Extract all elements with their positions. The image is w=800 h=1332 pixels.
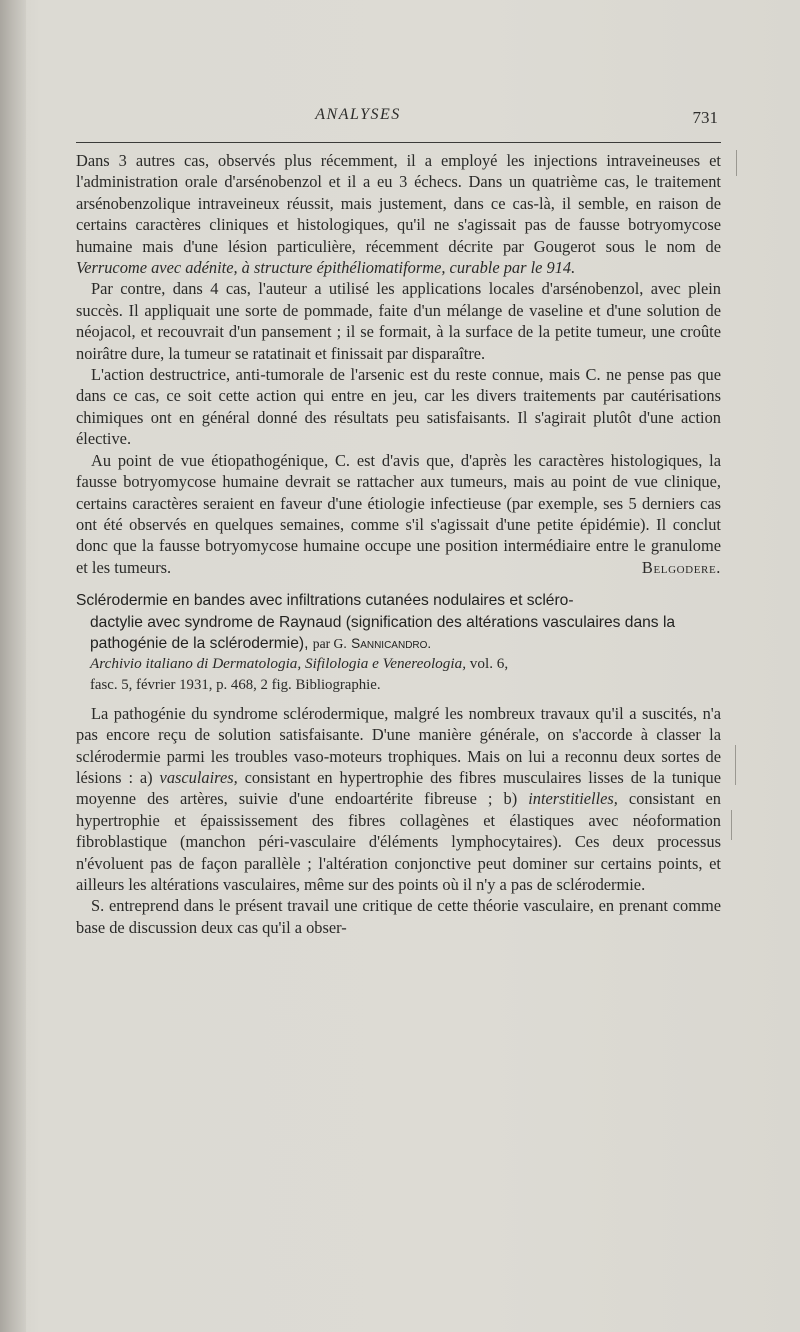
margin-mark: [735, 745, 736, 785]
journal-name: Archivio italiano di Dermatologia, Sifilologia e Venereologia,: [90, 655, 466, 673]
paragraph-6: S. entreprend dans le présent travail une critique de cette théorie vasculaire, en prenant comme base de discussion deux cas qu'il a obser-: [76, 896, 721, 937]
paragraph-5-text-3: consistant en hypertrophie et épaississement des fibres collagènes et élastiques avec néoformation fibroblastique (manchon péri-vasculaire d'éléments lymphocytaires). Ces deux processus n'évoluent pas de façon parallèle ; l'altération conjonctive peut dominer sur certains points, et ailleurs les altérations vasculaires, même sur des points où il n'y a pas de sclérodermie.: [76, 789, 721, 894]
article-source-details: fasc. 5, février 1931, p. 468, 2 fig. Bibliographie.: [90, 676, 381, 693]
paragraph-5: [76, 703, 721, 896]
running-title: ANALYSES: [315, 106, 401, 123]
article-source: [76, 654, 721, 674]
paragraph-1: [76, 150, 721, 278]
article-title-continuation: [76, 612, 721, 655]
article-title-rest: dactylie avec syndrome de Raynaud (signification des altérations vasculaires dans la pathogénie de la sclérodermie),: [90, 613, 676, 652]
paragraph-5-text-1: La pathogénie du syndrome sclérodermique, malgré les nombreux travaux qu'il a suscités, n'a pas encore reçu de solution satisfaisante. D'une manière générale, on s'accorde à classer la sclérodermie parmi les troubles vaso-moteurs trophiques. Mais on lui a reconnu deux sortes de lésions : a): [76, 703, 721, 787]
article-author-name: Sannicandro.: [351, 635, 432, 651]
paragraph-5-text-2: consistant en hypertrophie des fibres musculaires lisses de la tunique moyenne des artères, suivie d'une endoartérite fibreuse ; b): [76, 767, 721, 809]
journal-volume: vol. 6,: [469, 655, 509, 673]
article-title: [76, 590, 721, 654]
paragraph-1-text: Dans 3 autres cas, observés plus récemment, il a employé les injections intraveineuses et l'administration orale d'arsénobenzol et il a eu 3 échecs. Dans un quatrième cas, le traitement arsénobenzolique intraveineux réussit, mais justement, dans ce cas-là, il semble, en raison de certains caractères cliniques et histologiques, qu'il ne s'agissait pas de fausse botryomycose humaine mais d'une lésion particulière, récemment décrite par Gougerot sous le nom de: [76, 151, 721, 256]
article-title-line-1: Sclérodermie en bandes avec infiltrations cutanées nodulaires et scléro-: [76, 592, 574, 610]
paragraph-4: [76, 450, 721, 578]
page-header: [78, 104, 718, 134]
margin-mark: [736, 150, 737, 176]
article-author-prefix: par G.: [312, 635, 347, 651]
paragraph-2: Par contre, dans 4 cas, l'auteur a utilisé les applications locales d'arsénobenzol, avec plein succès. Il appliquait une sorte de pommade, faite d'un mélange de vaseline et d'une solution de néojacol, et recouvrait d'un pansement ; il se formait, à la surface de la petite tumeur, une croûte noirâtre dure, la tumeur se ratatinait et finissait par disparaître.: [76, 279, 721, 363]
paragraph-4-text: Au point de vue étiopathogénique, C. est d'avis que, d'après les caractères histologiques, la fausse botryomycose humaine devrait se rattacher aux tumeurs, mais au point de vue clinique, certains caractères seraient en faveur d'une étiologie infectieuse (par exemple, ses 5 derniers cas ont été observés en quelques semaines, comme s'il s'agissait d'une petite épidémie). Il conclut donc que la fausse botryomycose humaine occupe une position intermédiaire entre le granulome et les tumeurs.: [76, 450, 721, 577]
reviewer-signature: Belgodere.: [641, 557, 721, 577]
paragraph-1-italic: Verrucome avec adénite, à structure épithéliomatiforme, curable par le 914.: [76, 258, 576, 278]
paragraph-5-italic-1: vasculaires,: [159, 767, 238, 787]
margin-mark: [731, 810, 732, 840]
paragraph-5-italic-2: interstitielles,: [528, 789, 618, 809]
page-body: [76, 150, 721, 938]
paragraph-3: L'action destructrice, anti-tumorale de l'arsenic est du reste connue, mais C. ne pense pas que dans ce cas, ce soit cette action qui entre en jeu, car les divers traitements par cautérisations chimiques ont en général donné des résultats peu satisfaisants. Il s'agirait plutôt d'une action élective.: [76, 365, 721, 449]
header-rule: [76, 142, 721, 143]
page-number: 731: [692, 108, 718, 127]
book-gutter: [0, 0, 26, 1332]
